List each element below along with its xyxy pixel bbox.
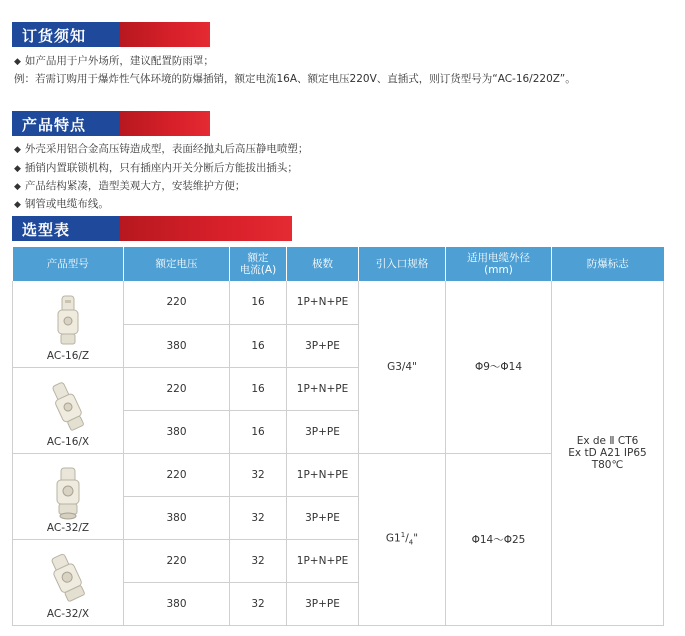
current-cell: 32: [230, 453, 287, 496]
section-header-ordering: [12, 22, 210, 47]
diamond-bullet-icon: ◆: [14, 164, 21, 174]
section-title: 订货须知: [22, 27, 87, 45]
plug-straight-icon: [48, 466, 88, 520]
voltage-cell: 220: [124, 453, 230, 496]
voltage-cell: 380: [124, 496, 230, 539]
product-model: AC-32/X: [46, 607, 90, 620]
voltage-cell: 380: [124, 324, 230, 367]
selection-table: [12, 247, 664, 626]
poles-cell: 1P+N+PE: [287, 453, 359, 496]
entry-cell: G3/4": [359, 281, 446, 453]
poles-cell: 3P+PE: [287, 582, 359, 625]
voltage-cell: 380: [124, 410, 230, 453]
voltage-cell: 220: [124, 367, 230, 410]
product-cell: [13, 367, 124, 453]
cable-cell: Φ14～Φ25: [446, 453, 552, 625]
diamond-bullet-icon: ◆: [14, 57, 21, 67]
current-cell: 16: [230, 410, 287, 453]
feature-item: ◆ 产品结构紧凑，造型美观大方，安装维护方便；: [14, 180, 246, 192]
voltage-cell: 220: [124, 539, 230, 582]
diamond-bullet-icon: ◆: [14, 145, 21, 155]
ex-mark-cell: Ex de Ⅱ CT6 Ex tD A21 IP65 T80℃: [552, 281, 664, 625]
product-model: AC-16/X: [46, 435, 90, 448]
product-cell: [13, 281, 124, 367]
poles-cell: 1P+N+PE: [287, 539, 359, 582]
current-cell: 16: [230, 281, 287, 324]
section-title: 产品特点: [22, 116, 87, 134]
header-poles: 极数: [287, 247, 359, 281]
cable-cell: Φ9～Φ14: [446, 281, 552, 453]
poles-cell: 3P+PE: [287, 410, 359, 453]
table-row: [13, 281, 664, 324]
product-model: AC-16/Z: [46, 349, 90, 362]
table-header-row: [13, 247, 664, 281]
poles-cell: 1P+N+PE: [287, 367, 359, 410]
header-cable: 适用电缆外径 (mm): [446, 247, 552, 281]
product-cell: [13, 453, 124, 539]
section-header-selection: [12, 216, 292, 241]
section-title: 选型表: [22, 221, 71, 239]
voltage-cell: 220: [124, 281, 230, 324]
header-voltage: 额定电压: [124, 247, 230, 281]
poles-cell: 1P+N+PE: [287, 281, 359, 324]
plug-angled-icon: [48, 552, 88, 606]
current-cell: 16: [230, 324, 287, 367]
header-model: 产品型号: [13, 247, 124, 281]
feature-item: ◆ 外壳采用铝合金高压铸造成型，表面经抛丸后高压静电喷塑；: [14, 143, 309, 155]
poles-cell: 3P+PE: [287, 496, 359, 539]
feature-item: ◆ 插销内置联锁机构，只有插座内开关分断后方能拔出插头；: [14, 162, 298, 174]
current-cell: 32: [230, 496, 287, 539]
current-cell: 16: [230, 367, 287, 410]
feature-item: ◆ 钢管或电缆布线。: [14, 198, 109, 210]
header-ex-mark: 防爆标志: [552, 247, 664, 281]
ordering-note-1: ◆ 如产品用于户外场所，建议配置防雨罩；: [14, 55, 214, 67]
entry-cell: $G1^1/_4$": [359, 453, 446, 625]
section-header-features: [12, 111, 210, 136]
diamond-bullet-icon: ◆: [14, 182, 21, 192]
header-entry: 引入口规格: [359, 247, 446, 281]
ordering-note-2: 例：若需订购用于爆炸性气体环境的防爆插销，额定电流16A、额定电压220V、直插式，则订货型号为“AC-16/220Z”。: [14, 73, 576, 85]
header-current: 额定 电流(A): [230, 247, 287, 281]
current-cell: 32: [230, 582, 287, 625]
diamond-bullet-icon: ◆: [14, 200, 21, 210]
plug-angled-icon: [48, 380, 88, 434]
voltage-cell: 380: [124, 582, 230, 625]
poles-cell: 3P+PE: [287, 324, 359, 367]
product-model: AC-32/Z: [46, 521, 90, 534]
current-cell: 32: [230, 539, 287, 582]
product-cell: [13, 539, 124, 625]
plug-straight-icon: [48, 294, 88, 348]
